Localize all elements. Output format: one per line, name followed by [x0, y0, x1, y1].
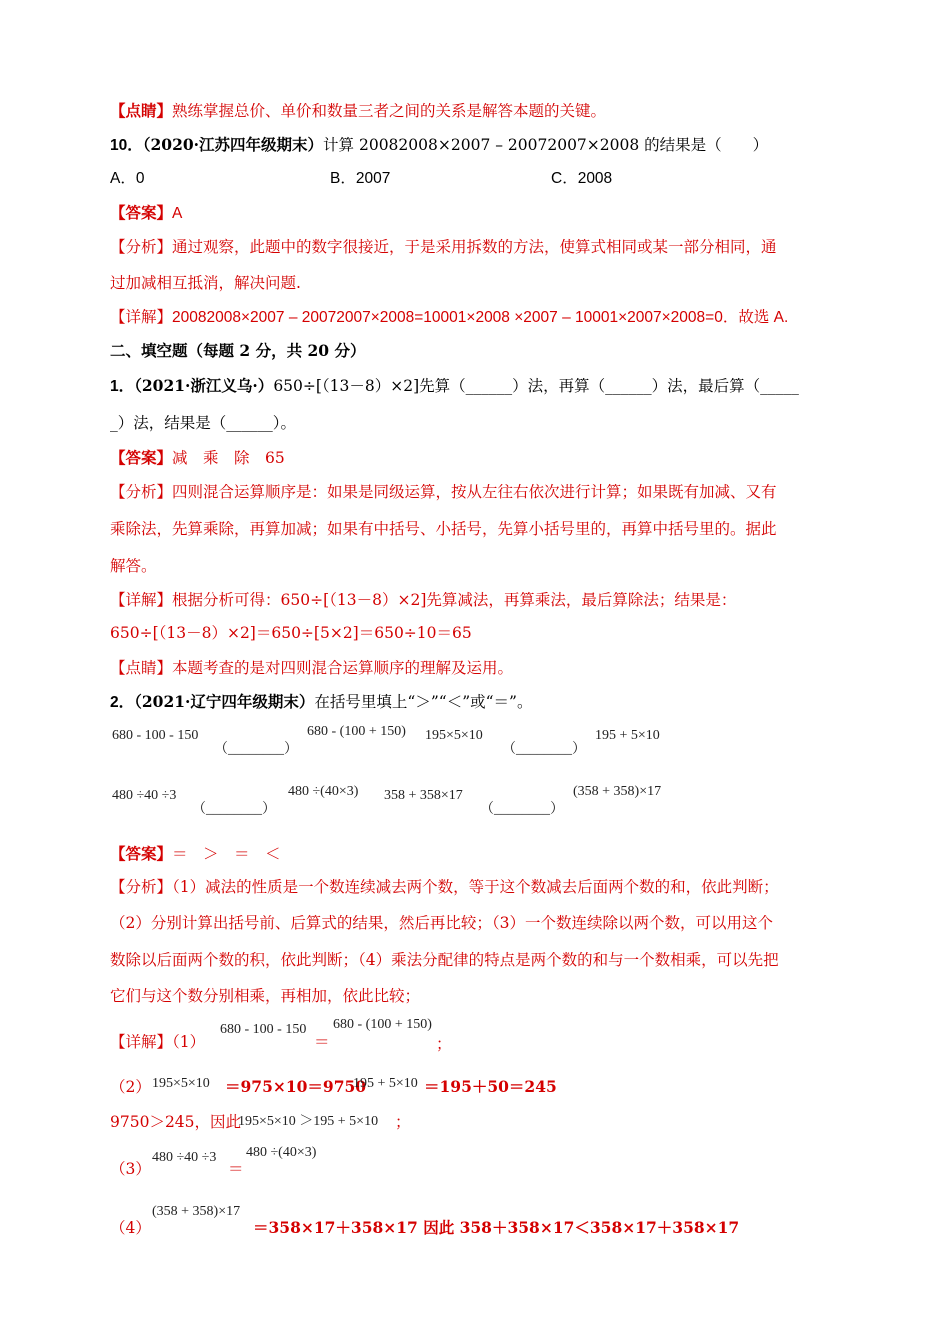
question-number: 1． — [110, 378, 135, 395]
detail-text: 根据分析可得：650÷[（13－8）×2]先算减法，再算乘法，最后算除法；结果是： — [172, 591, 737, 609]
f1-analysis-line1 — [110, 482, 777, 502]
detail-3-prefix: （3） — [110, 1160, 151, 1178]
question-text: 计算 20082008×2007 – 20072007×2008 的结果是（ ） — [323, 136, 769, 154]
f1-analysis-line3: 解答。 — [110, 557, 157, 575]
f1-answer — [110, 448, 285, 468]
f1-analysis-line2: 乘除法，先算乘除，再算加减；如果有中括号、小括号，先算小括号里的，再算中括号里的。据此 — [110, 520, 777, 538]
detail-2b-expr: 195×5×10 ＞195 + 5×10 — [238, 1114, 379, 1129]
f2-answer — [110, 844, 281, 864]
expr-a2: 680 - (100 + 150) — [307, 724, 406, 739]
detail-4-expr: (358 + 358)×17 — [152, 1204, 241, 1219]
analysis-label: 【分析】 — [110, 238, 173, 256]
question-source: （2020·江苏四年级期末） — [142, 135, 324, 154]
answer-label: 【答案】 — [110, 448, 173, 467]
f1-dianjing — [110, 658, 513, 678]
dianjing-label: 【点睛】 — [110, 101, 173, 120]
answer-value: ＝ ＞ ＝ ＜ — [172, 845, 281, 863]
answer-value: A — [172, 205, 183, 222]
question-source: （2021·辽宁四年级期末） — [134, 692, 315, 711]
question-text: 在括号里填上“＞”“＜”或“＝”。 — [314, 693, 533, 711]
detail-2-expr-1: 195×5×10 — [152, 1076, 210, 1091]
blank-b[interactable]: （________） — [502, 742, 586, 757]
f2-analysis-line2: （2）分别计算出括号前、后算式的结果，然后再比较；（3）一个数连续除以两个数，可以用这个 — [110, 914, 773, 932]
analysis-text: 通过观察，此题中的数字很接近，于是采用拆数的方法，使算式相同或某一部分相同，通 — [172, 238, 777, 256]
detail-2b-end: ； — [395, 1113, 411, 1131]
f1-detail-line2: 650÷[（13－8）×2]＝650÷[5×2]＝650÷10＝65 — [110, 624, 472, 642]
detail-3-expr-right: 480 ÷(40×3) — [246, 1145, 317, 1160]
expr-d2: (358 + 358)×17 — [573, 784, 662, 799]
q10-analysis-line2: 过加减相互抵消，解决问题. — [110, 274, 301, 292]
answer-value: 减 乘 除 65 — [172, 449, 285, 467]
option-a: A．0 — [110, 170, 145, 187]
answer-label: 【答案】 — [110, 844, 173, 863]
detail-label: 【详解】 — [110, 591, 173, 609]
section-title: 二、填空题（每题 2 分，共 20 分） — [110, 341, 366, 360]
detail-label: 【详解】 — [110, 1033, 173, 1051]
q10-answer — [110, 203, 182, 224]
detail-1-expr-right: 680 - (100 + 150) — [333, 1017, 432, 1032]
detail-3-expr-left: 480 ÷40 ÷3 — [152, 1150, 217, 1165]
detail-2-prefix: （2） — [110, 1078, 151, 1096]
question-number: 2． — [110, 694, 135, 711]
f1-stem-line1 — [110, 376, 799, 397]
detail-1-eq: ＝ — [314, 1033, 330, 1051]
q9-dianjing — [110, 101, 606, 121]
detail-text: 20082008×2007 – 20072007×2008=10001×2008 ×2007 – 10001×2007×2008=0．故选 A. — [172, 309, 789, 326]
f2-analysis-line4: 它们与这个数分别相乘，再相加，依此比较； — [110, 987, 421, 1005]
expr-b1: 195×5×10 — [425, 728, 483, 743]
f2-stem — [110, 692, 532, 713]
q10-stem — [110, 135, 768, 156]
detail-2-expr-2: 195 + 5×10 — [353, 1076, 418, 1091]
expr-a1: 680 - 100 - 150 — [112, 728, 199, 743]
detail-1-end: ； — [436, 1035, 452, 1053]
expr-c1: 480 ÷40 ÷3 — [112, 788, 177, 803]
question-text: 650÷[（13－8）×2]先算（______）法，再算（______）法，最后算（_____ — [273, 377, 799, 395]
detail-4-rest: ＝358×17＋358×17 因此 358＋358×17＜358×17＋358×17 — [253, 1218, 740, 1237]
option-c: C．2008 — [551, 170, 613, 187]
detail-3-eq: ＝ — [228, 1160, 244, 1178]
dianjing-text: 本题考查的是对四则混合运算顺序的理解及运用。 — [172, 659, 514, 677]
question-source: （2021·浙江义乌·） — [134, 376, 274, 395]
f1-stem-line2: _）法，结果是（______）。 — [110, 414, 297, 432]
analysis-text: （1）减法的性质是一个数连续减去两个数，等于这个数减去后面两个数的和，依此判断； — [172, 878, 779, 896]
f2-analysis-line1 — [110, 877, 779, 897]
option-b: B．2007 — [330, 170, 391, 187]
blank-a[interactable]: （________） — [214, 742, 298, 757]
blank-c[interactable]: （________） — [192, 802, 276, 817]
analysis-label: 【分析】 — [110, 483, 173, 501]
detail-1-expr-left: 680 - 100 - 150 — [220, 1022, 307, 1037]
expr-d1: 358 + 358×17 — [384, 788, 463, 803]
q10-analysis-line1 — [110, 237, 777, 257]
f1-detail-line1 — [110, 590, 736, 610]
dianjing-text: 熟练掌握总价、单价和数量三者之间的关系是解答本题的关键。 — [172, 102, 607, 120]
analysis-label: 【分析】 — [110, 878, 173, 896]
expr-c2: 480 ÷(40×3) — [288, 784, 359, 799]
detail-2-part2: ＝195＋50＝245 — [424, 1077, 557, 1096]
expr-b2: 195 + 5×10 — [595, 728, 660, 743]
detail-label: 【详解】 — [110, 308, 173, 326]
detail-2-part1: ＝975×10＝9750 — [225, 1077, 367, 1096]
analysis-text: 四则混合运算顺序是：如果是同级运算，按从左往右依次进行计算；如果既有加减、又有 — [172, 483, 777, 501]
f2-analysis-line3: 数除以后面两个数的积，依此判断；（4）乘法分配律的特点是两个数的和与一个数相乘，可以先把 — [110, 951, 779, 969]
detail-4-prefix: （4） — [110, 1219, 151, 1237]
detail-2b-prefix: 9750＞245，因此 — [110, 1113, 242, 1131]
f2-detail-label — [110, 1032, 205, 1052]
detail-1-prefix: （1） — [172, 1033, 206, 1051]
question-number: 10． — [110, 137, 143, 154]
q10-detail — [110, 307, 788, 328]
dianjing-label: 【点睛】 — [110, 659, 173, 677]
blank-d[interactable]: （________） — [480, 802, 564, 817]
answer-label: 【答案】 — [110, 203, 173, 222]
